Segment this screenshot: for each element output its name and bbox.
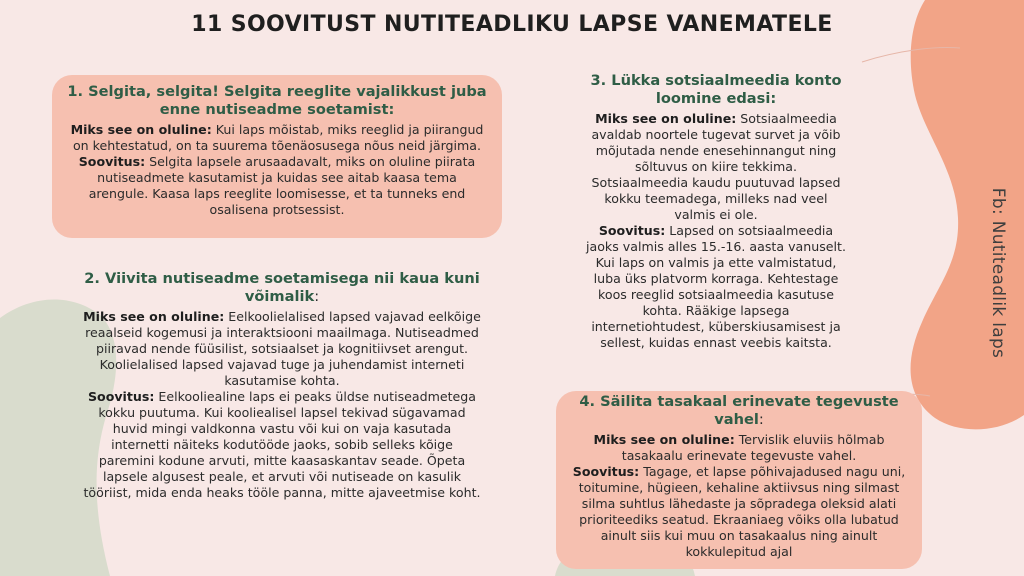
- card-2-recommendation: [82, 389, 482, 501]
- card-2-why-text: Eelkoolielalised lapsed vajavad eelkõige reaalseid kogemusi ja interaktsiooni maailmaga. Nutiseadmed piiravad nende füüsilist, sotsiaalset ja kognitiivset arengut. Koolielalised lapsed vajavad tuge ja juhendamist interneti kasutamise kohta.: [85, 309, 481, 388]
- card-1-heading: 1. Selgita, selgita! Selgita reeglite vajalikkust juba enne nutiseadme soetamist:: [67, 83, 487, 118]
- card-4-heading: 4. Säilita tasakaal erinevate tegevuste vahel:: [579, 393, 899, 428]
- side-label-text: Fb: Nutiteadlik laps: [988, 187, 1008, 359]
- card-4-rec-label: Soovitus:: [572, 464, 640, 479]
- recommendation-card-3: [586, 72, 846, 372]
- recommendation-card-4: [556, 391, 922, 569]
- card-2-rec-text: Eelkooliealine laps ei peaks üldse nutiseadmetega kokku puutuma. Kui kooliealisel lapsel tekivad sügavamad huvid mingi valdkonna vastu või kui on vaja kasutada internetti näiteks kodutööde jaoks, sobib selleks kõige paremini kodune arvuti, mitte kaasaskantav seade. Õpeta lapsele algusest peale, et arvuti või nutiseade on kasulik tööriist, mida enda heaks tööle panna, mitte ajaveetmise koht.: [83, 389, 481, 500]
- card-1-rec-text: Selgita lapsele arusaadavalt, miks on oluline piirata nutiseadmete kasutamist ja kuidas see aitab kaasa tema arengule. Kaasa laps reeglite loomisesse, et ta tunneks end osalisena protsessist.: [88, 154, 476, 217]
- card-1-why: [66, 122, 488, 154]
- card-4-recommendation: [564, 464, 914, 560]
- side-label: [978, 168, 1018, 378]
- card-3-why-text: Sotsiaalmeedia avaldab noortele tugevat survet ja võib mõjutada nende enesehinnangut ning sõltuvus on kiire tekkima. Sotsiaalmeedia kaudu puutuvad lapsed kokku teemadega, milleks nad veel valmis ei ole.: [591, 111, 841, 222]
- card-3-rec-text: Lapsed on sotsiaalmeedia jaoks valmis alles 15.-16. aasta vanuselt. Kui laps on valmis ja ette valmistatud, luba üks platvorm korraga. Kehtestage koos reeglid sotsiaalmeedia kasutuse kohta. Rääkige lapsega internetiohtudest, küberskiusamisest ja sellest, kuidas ennast veebis kaitsta.: [586, 223, 846, 350]
- card-4-why-text: Tervislik eluviis hõlmab tasakaalu erinevate tegevuste vahel.: [621, 432, 885, 463]
- card-3-why: [586, 111, 846, 223]
- card-1-recommendation: [66, 154, 488, 218]
- recommendation-card-1: [52, 75, 502, 238]
- card-3-rec-label: Soovitus:: [598, 223, 666, 238]
- card-1-why-label: Miks see on oluline:: [70, 122, 212, 137]
- card-2-why-label: Miks see on oluline:: [83, 309, 225, 324]
- card-1-why-text: Kui laps mõistab, miks reeglid ja piirangud on kehtestatud, on ta suurema tõenäosusega nõus neid järgima.: [72, 122, 484, 153]
- card-3-recommendation: [586, 223, 846, 351]
- card-4-why: [564, 432, 914, 464]
- card-4-why-label: Miks see on oluline:: [593, 432, 735, 447]
- page-title: 11 SOOVITUST NUTITEADLIKU LAPSE VANEMATELE: [191, 12, 833, 37]
- card-3-heading: 3. Lükka sotsiaalmeedia konto loomine edasi:: [590, 72, 842, 107]
- card-3-why-label: Miks see on oluline:: [595, 111, 737, 126]
- card-2-rec-label: Soovitus:: [87, 389, 155, 404]
- recommendation-card-2: [82, 270, 482, 570]
- card-4-rec-text: Tagage, et lapse põhivajadused nagu uni, toitumine, hügieen, kehaline aktiivsus ning silmast silma suhtlus lähedaste ja sõpradega oleksid alati prioriteediks seatud. Ekraaniaeg võiks olla lubatud ainult siis kui muu on tasakaalus ning ainult kokkulepitud ajal: [578, 464, 906, 559]
- card-1-rec-label: Soovitus:: [78, 154, 146, 169]
- card-2-why: [82, 309, 482, 389]
- card-2-heading: 2. Viivita nutiseadme soetamisega nii kaua kuni võimalik:: [84, 270, 480, 305]
